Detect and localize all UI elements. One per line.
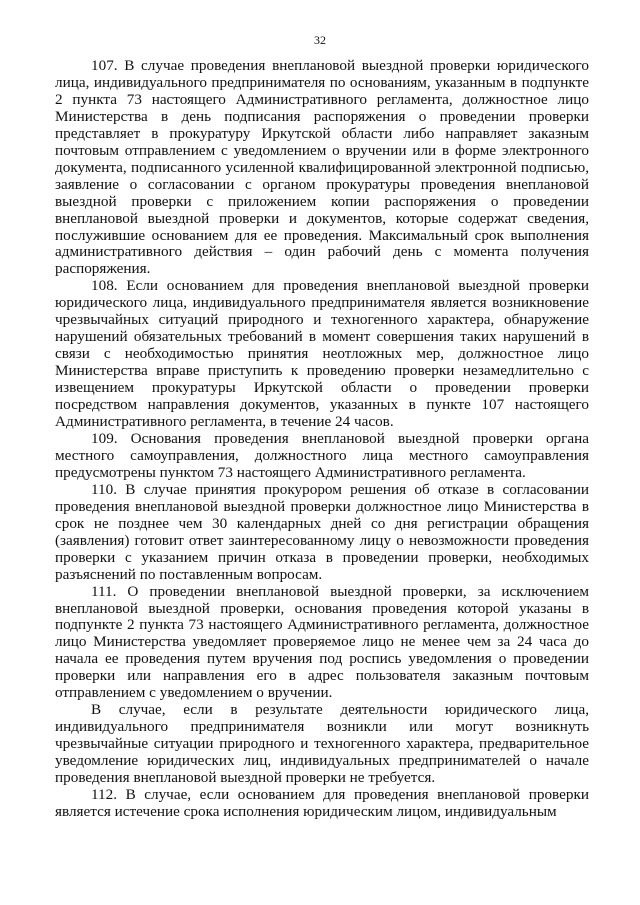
- paragraph-110: 110. В случае принятия прокурором решения об отказе в согласовании проведения внеплановой выездной проверки должностное лицо Министерства в срок не позднее чем 30 календарных дней со дня регистрации обращения (заявления) готовит ответ заинтересованному лицу о невозможности проведения проверки с указанием причин отказа в проведении проверки, необходимых разъяснений по поставленным вопросам.: [55, 480, 589, 583]
- page-number: 32: [314, 33, 326, 47]
- paragraph-107: 107. В случае проведения внеплановой выездной проверки юридического лица, индивидуального предпринимателя по основаниям, указанным в подпункте 2 пункта 73 настоящего Административного регламента, должностное лицо Министерства в день подписания распоряжения о проведении проверки представляет в прокуратуру Иркутской области либо направляет заказным почтовым отправлением с уведомлением о вручении или в форме электронного документа, подписанного усиленной квалифицированной электронной подписью, заявление о согласовании с органом прокуратуры проведения внеплановой выездной проверки с приложением копии распоряжения о проведении внеплановой выездной проверки и документов, которые содержат сведения, послужившие основанием для ее проведения. Максимальный срок выполнения административного действия – один рабочий день с момента получения распоряжения.: [55, 57, 589, 278]
- paragraph-108: 108. Если основанием для проведения внеплановой выездной проверки юридического лица, индивидуального предпринимателя является возникновение чрезвычайных ситуаций природного и техногенного характера, обнаружение нарушений обязательных требований в момент совершения таких нарушений в связи с необходимостью принятия неотложных мер, должностное лицо Министерства вправе приступить к проведению проверки незамедлительно с извещением прокуратуры Иркутской области о проведении проверки посредством направления документов, указанных в пункте 107 настоящего Административного регламента, в течение 24 часов.: [55, 277, 589, 431]
- paragraph-109: 109. Основания проведения внеплановой выездной проверки органа местного самоуправления, должностного лица местного самоуправления предусмотрены пунктом 73 настоящего Административного регламента.: [55, 429, 589, 481]
- paragraph-112: 112. В случае, если основанием для проведения внеплановой проверки является истечение срока исполнения юридическим лицом, индивидуальным: [55, 785, 589, 820]
- document-body: [55, 58, 589, 821]
- paragraph-111-continuation: В случае, если в результате деятельности юридического лица, индивидуального предпринимателя возникли или могут возникнуть чрезвычайные ситуации природного и техногенного характера, предварительное уведомление юридических лиц, индивидуальных предпринимателей о начале проведения внеплановой выездной проверки не требуется.: [55, 701, 589, 787]
- paragraph-111: 111. О проведении внеплановой выездной проверки, за исключением внеплановой выездной проверки, основания проведения которой указаны в подпункте 2 пункта 73 настоящего Административного регламента, должностное лицо Министерства уведомляет проверяемое лицо не менее чем за 24 часа до начала ее проведения путем вручения под роспись уведомления о проведении проверки или направления его в адрес пользователя заказным почтовым отправлением с уведомлением о вручении.: [55, 582, 589, 702]
